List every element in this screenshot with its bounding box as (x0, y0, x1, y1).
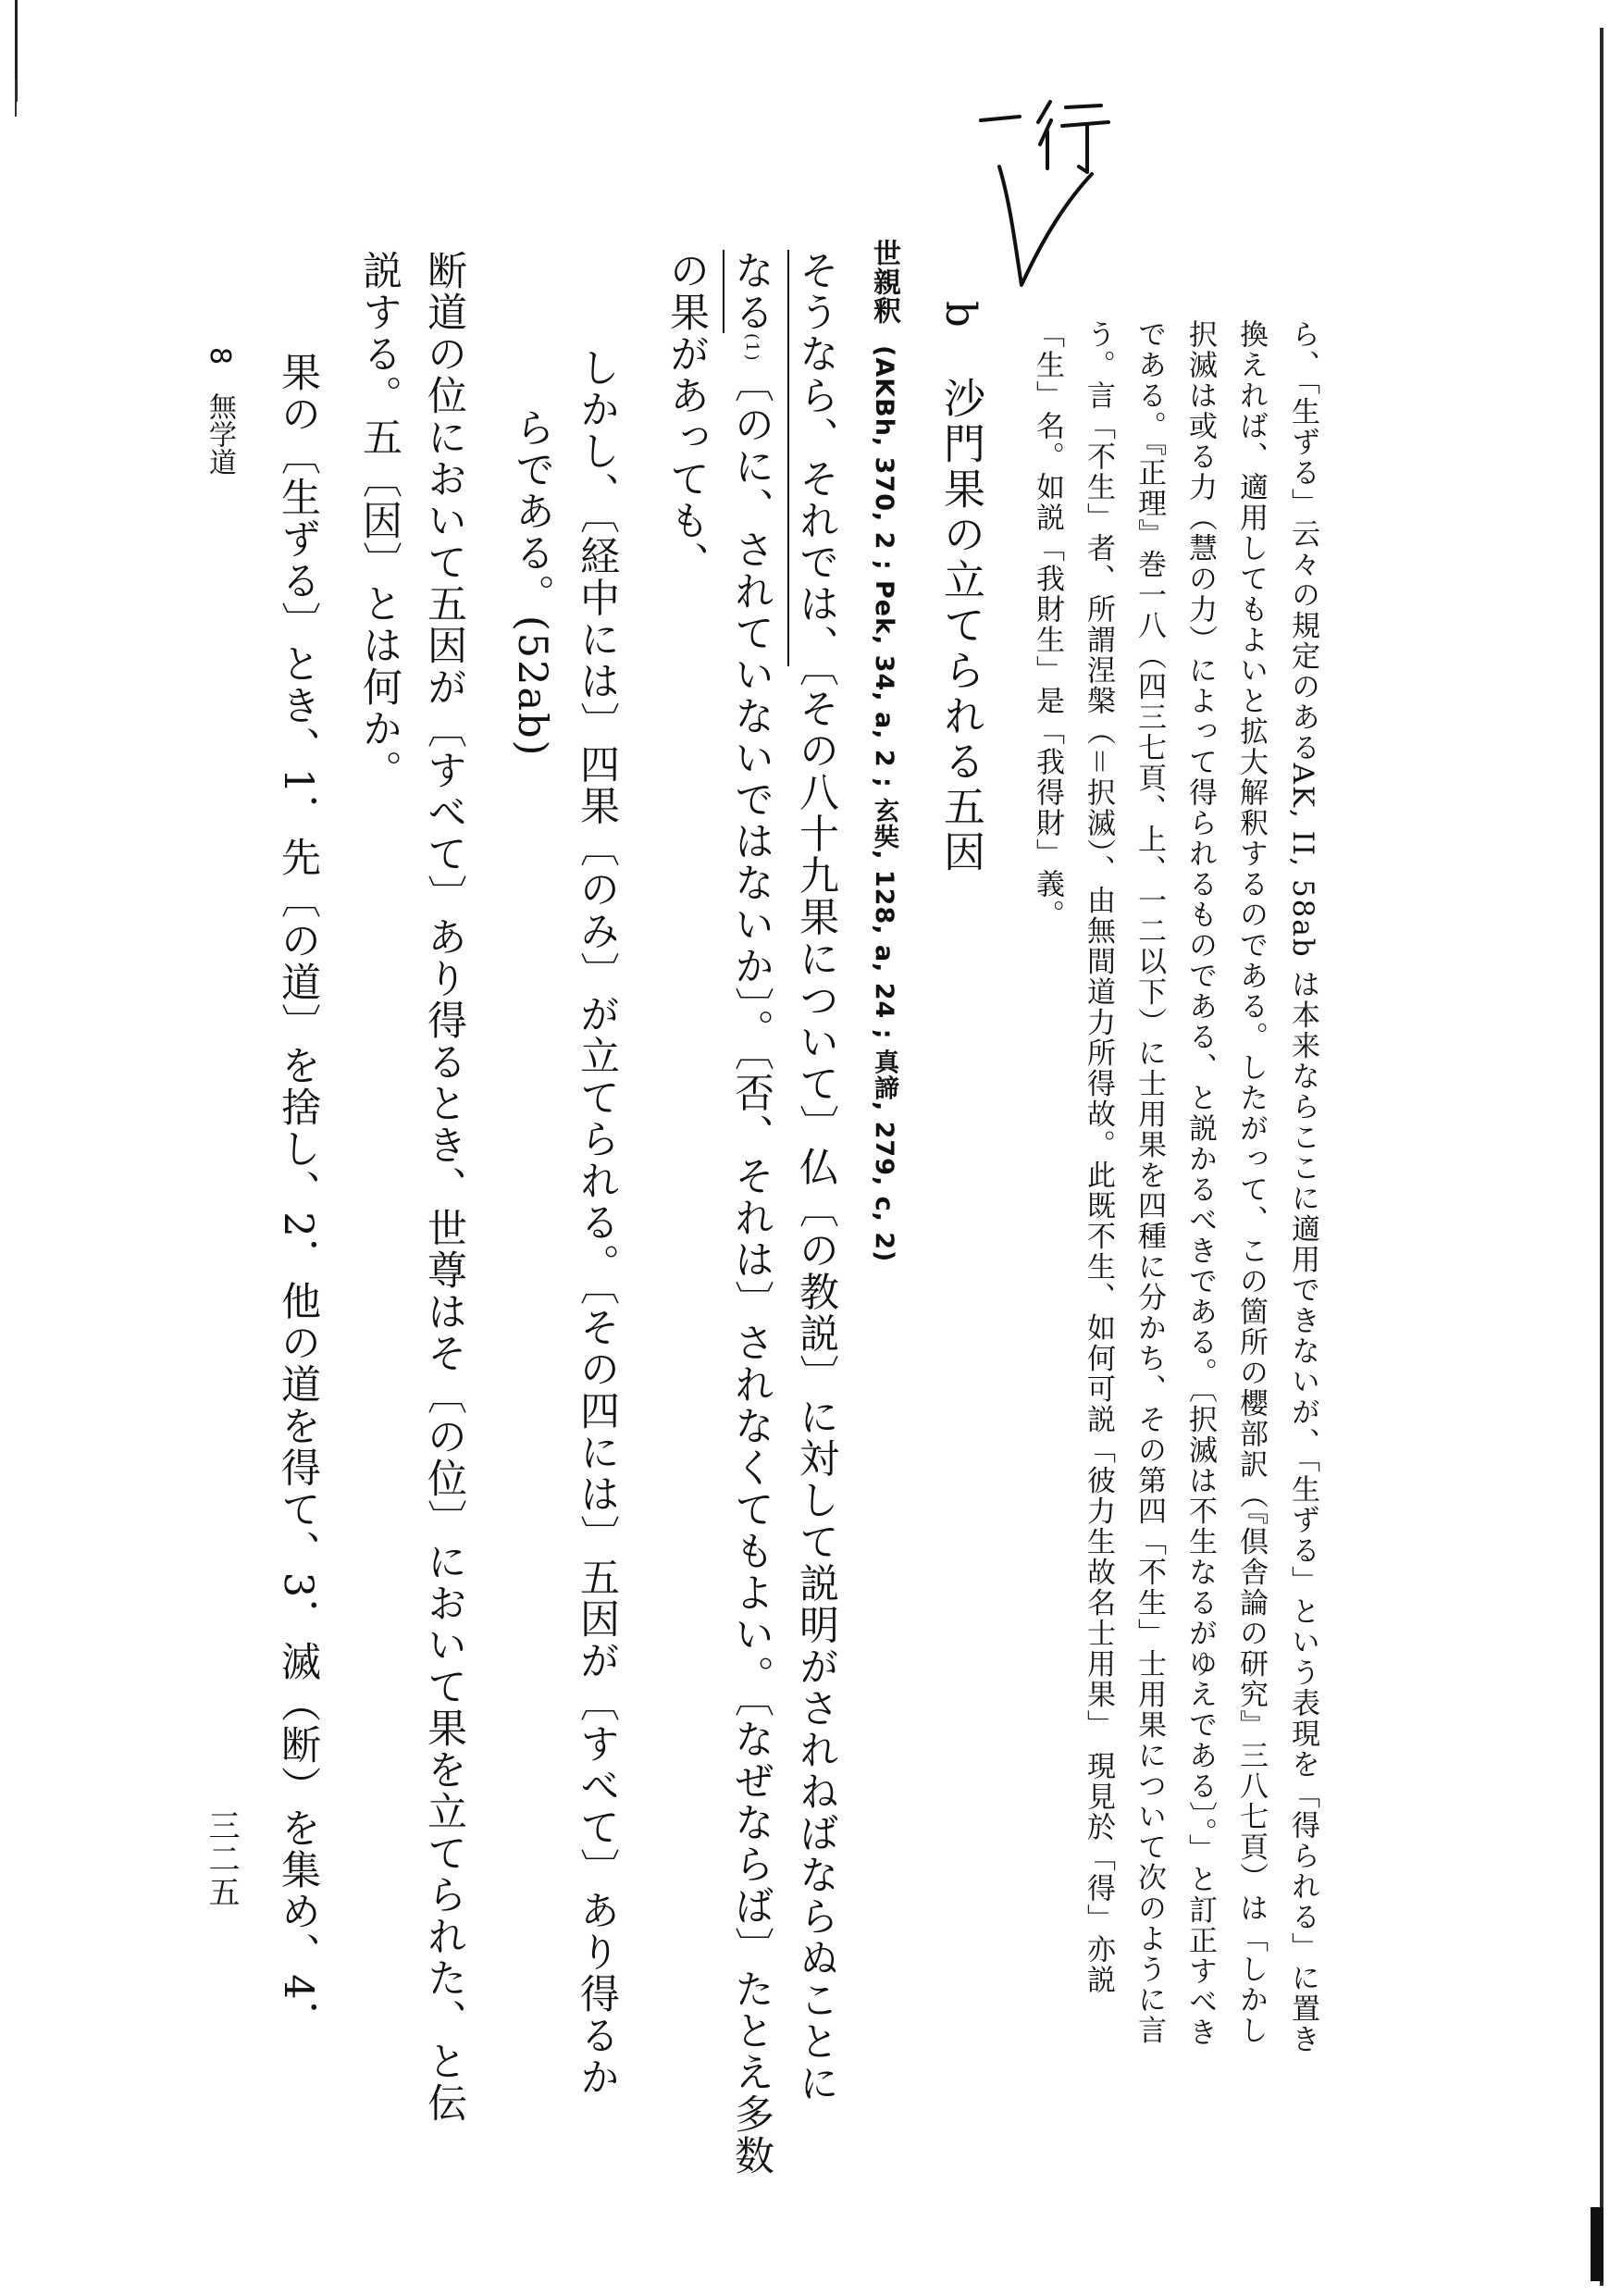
note-line-4: である。『正理』巻一八（四三七頁、上、一二以下）に士用果を四種に分かち、その第四「不生」士用果について次のように言 (1133, 319, 1166, 2046)
underlined-phrase: そうなら、それでは、 (787, 250, 839, 666)
body-line-3: 果の〔生ずる〕とき、1．先〔の道〕を捨し、2．他の道を得て、3．滅（断）を集め、4． (275, 352, 321, 2043)
verse-line-2: らである。(52ab) (509, 407, 555, 758)
underlined-phrase-2: なる (723, 250, 774, 333)
running-footer-section: 8 無学道 (204, 347, 236, 477)
section-heading: b 沙門果の立てられる五因 (936, 301, 985, 875)
page-number: 三二五 (203, 1809, 240, 1909)
note-line-1: ら、「生ずる」云々の規定のあるAK, II, 58ab は本来ならここに適用できないが、「生ずる」という表現を「得られる」に置き (1286, 319, 1319, 2055)
commentary-ref: (AKBh, 370, 2 ; Pek, 34, a, 2 ; 玄奘, 128, a, 24 ; 真諦, 279, c, 2) (870, 345, 898, 1263)
main-text-line-2 (728, 250, 774, 2177)
body-line-2: 説する。五〔因〕とは何か。 (356, 250, 402, 791)
note-line-2: 換えれば、適用してもよいと拡大解釈するのである。したがって、この箇所の櫻部訳（『倶舎論の研究』三八七頁）は「しかし (1234, 319, 1268, 2046)
note-line-3: 択滅は或る力（慧の力）によって得られるものである、と説かるべきである。〔択滅は不生なるがゆえである〕。」と訂正すべき (1183, 319, 1217, 2048)
note-line-6: 「生」名。如説「我財生」是「我得財」義。 (1031, 319, 1064, 930)
note-line-5: う。言「不生」者、所謂涅槃（＝択滅）、由無間道力所得故。此既不生、如何可説「彼力生故名士用果」 現見於「得」亦説 (1082, 319, 1115, 1996)
commentary-header (870, 239, 898, 1262)
scan-edge-left-mark (15, 80, 17, 117)
handwritten-annotation (962, 65, 1147, 305)
handwritten-ichi-stroke (981, 117, 1020, 120)
checkmark-icon (999, 167, 1092, 285)
main-text-line-1 (793, 250, 839, 2104)
main-text-line-2-rest: 〔のに、されていないではないか〕。〔否、それは〕されなくてもよい。〔なぜならば〕たとえ多数 (728, 362, 774, 2177)
scan-edge-right (1600, 28, 1603, 2286)
handwritten-gyo-strokes (1038, 102, 1108, 172)
footnote-marker: (1) (742, 333, 761, 363)
verse-line-1: しかし、〔経中には〕四果〔のみ〕が立てられる。〔その四には〕五因が〔すべて〕あり得るか (574, 347, 620, 2098)
body-line-1: 断道の位において五因が〔すべて〕あり得るとき、世尊はそ〔の位〕において果を立てられた、と伝 (421, 250, 467, 2124)
main-text-line-3: の果があっても、 (663, 250, 710, 583)
main-text-line-1-rest: 〔その八十九果について〕仏〔の教説〕に対して説明がされねばならぬことに (793, 666, 839, 2104)
scan-edge-right-corner (1591, 2207, 1603, 2281)
commentary-label: 世親釈 (868, 239, 900, 325)
